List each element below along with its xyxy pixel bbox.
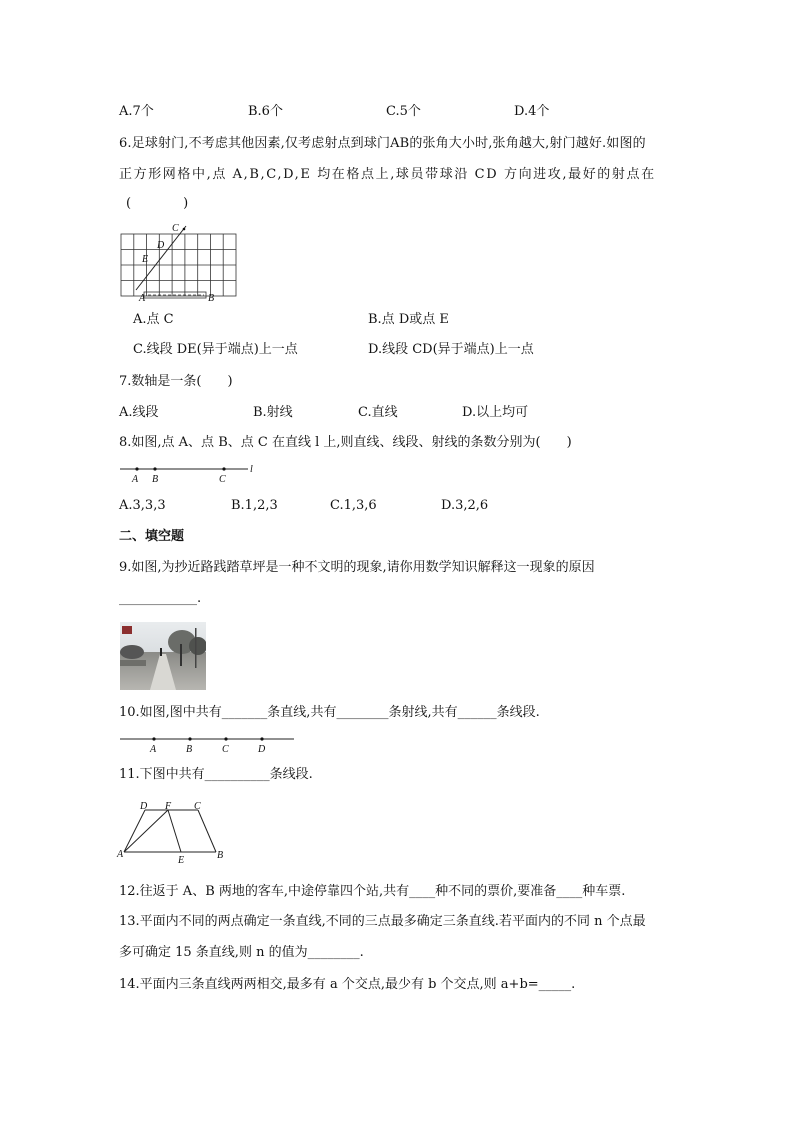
point-label-b: B xyxy=(217,850,224,861)
q5-option-c: C.5个 xyxy=(386,104,421,119)
q8-line-figure xyxy=(118,460,262,486)
q7-stem: 7.数轴是一条( ) xyxy=(119,374,233,389)
q6-stem-line-3: ( ) xyxy=(126,196,189,211)
q14-stem: 14.平面内三条直线两两相交,最多有 a 个交点,最少有 b 个交点,则 a+b=_____. xyxy=(119,977,576,992)
q6-option-a: A.点 C xyxy=(133,312,174,327)
q7-option-b: B.射线 xyxy=(253,405,293,420)
q9-stem-line-2: ____________. xyxy=(119,591,202,606)
q8-stem: 8.如图,点 A、点 B、点 C 在直线 l 上,则直线、线段、射线的条数分别为( ) xyxy=(119,435,572,450)
line-label-l: l xyxy=(250,464,253,475)
point-label-d: D xyxy=(258,744,266,754)
point-label-c: C xyxy=(219,474,226,485)
section-heading: 二、填空题 xyxy=(119,529,185,544)
q5-option-a: A.7个 xyxy=(119,104,154,119)
q8-option-a: A.3,3,3 xyxy=(119,498,166,513)
q8-option-b: B.1,2,3 xyxy=(231,498,278,513)
q8-option-d: D.3,2,6 xyxy=(441,498,489,513)
q6-option-b: B.点 D或点 E xyxy=(368,312,449,327)
q9-stem-line-1: 9.如图,为抄近路践踏草坪是一种不文明的现象,请你用数学知识解释这一现象的原因 xyxy=(119,560,595,575)
q7-option-c: C.直线 xyxy=(358,405,398,420)
q11-trapezoid-figure xyxy=(116,798,228,864)
q13-stem-line-2: 多可确定 15 条直线,则 n 的值为________. xyxy=(119,945,364,960)
q7-option-d: D.以上均可 xyxy=(462,405,529,420)
q8-option-c: C.1,3,6 xyxy=(330,498,377,513)
point-label-e: E xyxy=(178,855,185,864)
q10-stem: 10.如图,图中共有_______条直线,共有________条射线,共有______条线段. xyxy=(119,705,540,720)
q11-stem: 11.下图中共有__________条线段. xyxy=(119,767,313,782)
point-label-a: A xyxy=(139,293,146,304)
point-label-e: E xyxy=(142,254,149,265)
point-label-c: C xyxy=(222,744,229,754)
q6-stem-line-2: 正方形网格中,点 A,B,C,D,E 均在格点上,球员带球沿 CD 方向进攻,最好的射点在 xyxy=(119,167,656,182)
point-label-d: D xyxy=(140,801,148,812)
q5-option-d: D.4个 xyxy=(514,104,550,119)
point-label-c: C xyxy=(194,801,201,812)
point-label-c: C xyxy=(172,223,179,234)
point-label-a: A xyxy=(117,849,124,860)
point-label-b: B xyxy=(152,474,159,485)
q6-grid-figure xyxy=(118,220,242,304)
q6-stem-line-1: 6.足球射门,不考虑其他因素,仅考虑射点到球门AB的张角大小时,张角越大,射门越好.如图的 xyxy=(119,136,646,151)
q5-option-b: B.6个 xyxy=(248,104,283,119)
q6-option-c: C.线段 DE(异于端点)上一点 xyxy=(133,342,298,357)
point-label-a: A xyxy=(132,474,139,485)
q6-option-d: D.线段 CD(异于端点)上一点 xyxy=(368,342,534,357)
point-label-a: A xyxy=(150,744,157,754)
point-label-b: B xyxy=(186,744,193,754)
q12-stem: 12.往返于 A、B 两地的客车,中途停靠四个站,共有____种不同的票价,要准备____种车票. xyxy=(119,884,626,899)
q10-line-figure xyxy=(118,730,298,754)
point-label-b: B xyxy=(208,293,215,304)
q7-option-a: A.线段 xyxy=(119,405,159,420)
point-label-d: D xyxy=(157,240,165,251)
point-label-f: F xyxy=(165,801,172,812)
q13-stem-line-1: 13.平面内不同的两点确定一条直线,不同的三点最多确定三条直线.若平面内的不同 n 个点最 xyxy=(119,914,646,929)
q9-lawn-photo xyxy=(120,622,206,690)
